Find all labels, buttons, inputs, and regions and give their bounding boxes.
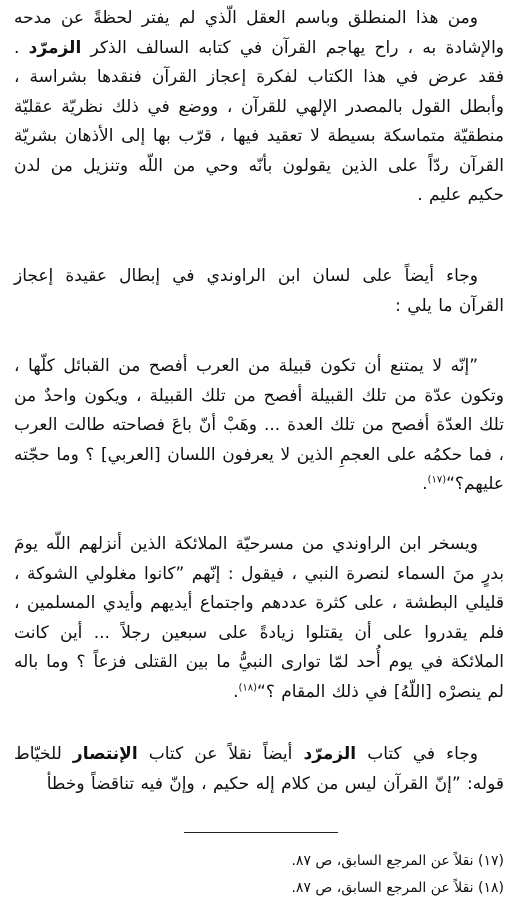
book-title-zumurrud: الزمرّد	[28, 37, 82, 58]
text-segment: وجاء أيضاً على لسان ابن الراوندي في إبطال عقيدة إعجاز القرآن ما يلي :	[14, 266, 504, 316]
book-title-zumurrud: الزمرّد	[303, 744, 357, 764]
text-segment: .	[422, 474, 428, 494]
footnote-reference-17: (١٧)	[427, 474, 447, 486]
paragraph-4-quote	[14, 530, 504, 707]
paragraph-1	[14, 4, 504, 211]
document-page	[14, 0, 504, 909]
text-segment: ويسخر ابن الراوندي من مسرحيّة الملائكة الذين أنزلهم اللّه يومَ بدرٍ منَ السماء لنصرة النبي ، فيقول : إنّهم ”كانوا مغلولي الشوكة ، قليلي البطشة ، على كثرة عددهم واجتماع أيديهم وأيدي المسلمين ، فلم يقدروا على أن يقتلوا زيادةً على سبعين رجلاً ... أين كانت الملائكة في يوم أُحد لمّا توارى النبيُّ ما بين القتلى فزعاً ؟ وما باله لم ينصرْه [اللّهُ] في ذلك المقام ؟“	[14, 534, 504, 702]
footnote-reference-18: (١٨)	[238, 681, 258, 693]
text-segment: وجاء في كتاب	[356, 744, 478, 764]
paragraph-2	[14, 262, 504, 321]
paragraph-5	[14, 740, 504, 799]
footnotes	[14, 848, 504, 902]
text-segment: ومن هذا المنطلق وباسم العقل الّذي لم يفتر لحظةً عن مدحه والإشادة به ، راح يهاجم القرآن في كتابه السالف الذكر	[14, 8, 504, 58]
footnote-17: (١٧) نقلاً عن المرجع السابق، ص ٨٧.	[291, 853, 504, 869]
text-segment: ”إنّه لا يمتنع أن تكون قبيلة من العرب أفصح من القبائل كلّها ، وتكون عدّة من تلك القبيلة أفصح من تلك القبيلة ، ويكون واحدٌ من تلك العدّة أفصح من تلك العدة ... وهَبْ أنّ باعَ فصاحته طالت العرب ، فما حكمُه على العجمِ الذين لا يعرفون اللسان [العربي] ؟ وما حجّته عليهم؟“	[14, 356, 504, 494]
footnote-separator	[184, 832, 338, 833]
text-segment: للخيّاط قوله: ”إنّ القرآن ليس من كلام إله حكيم ، وإنّ فيه تناقضاً وخطأ	[14, 744, 504, 794]
book-title-intisar: الإنتصار	[72, 744, 138, 764]
text-segment: أيضاً نقلاً عن كتاب	[137, 744, 304, 764]
text-segment: .	[233, 681, 239, 702]
footnote-18: (١٨) نقلاً عن المرجع السابق، ص ٨٧.	[291, 880, 504, 896]
text-segment: . فقد عرض في هذا الكتاب لفكرة إعجاز القرآن فنقدها بشراسة ، وأبطل القول بالمصدر الإلهي للقرآن ، ووضع في ذلك نظريّة عقليّة منطقيّة متماسكة بسيطة لا تعقيد فيها ، قرّب بها إلى الأذهان بشريّة القرآن ردّاً على الذين يقولون بأنّه وحي من اللّه وتنزيل من لدن حكيم عليم .	[14, 37, 504, 205]
paragraph-3-quote	[14, 352, 504, 500]
